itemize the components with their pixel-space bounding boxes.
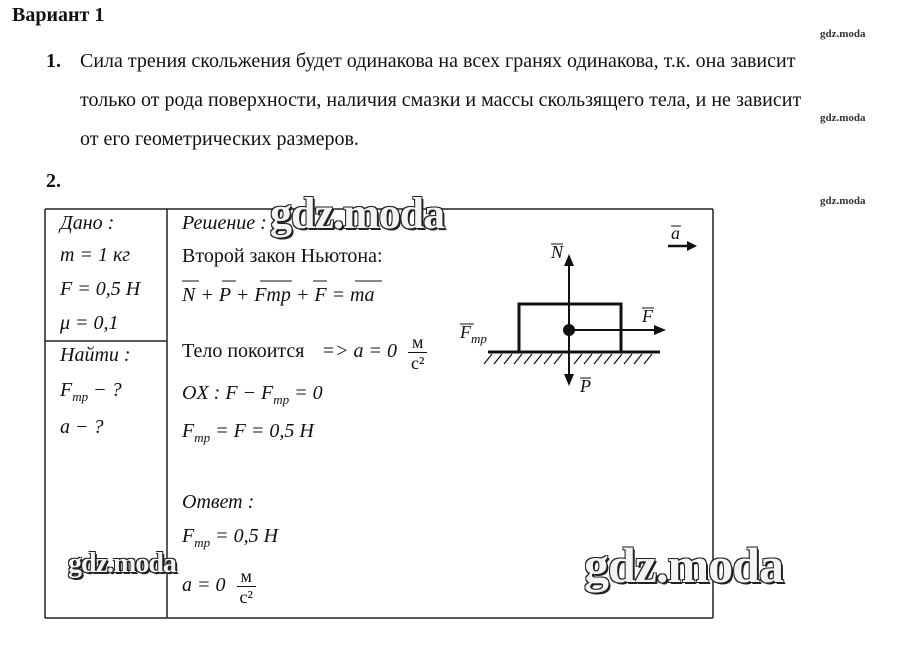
answer-friction: $F_{тр} = 0,5$ Н <box>182 525 279 550</box>
answer-acceleration: a = 0 $\frac{м}{\text{с²}}$ <box>182 566 256 607</box>
question-2-number: 2. <box>46 170 61 192</box>
watermark-large: gdz.moda <box>68 548 176 579</box>
vector-equation: N + P + Fтр + F = ma <box>182 284 375 306</box>
acceleration-arrow <box>687 241 697 251</box>
question-1-line: от его геометрических размеров. <box>80 128 359 150</box>
label-friction-force: $F_{тр}$ <box>460 322 487 346</box>
watermark-small: gdz.moda <box>820 195 866 207</box>
find-label: Найти : <box>60 344 131 366</box>
weight-arrow <box>564 374 574 386</box>
friction-result: $F_{тр} = F = 0,5$ Н <box>182 420 314 445</box>
watermark-large: gdz.moda <box>584 537 783 593</box>
answer-label: Ответ : <box>182 491 255 513</box>
watermark-small: gdz.moda <box>820 112 866 124</box>
label-weight: P <box>580 376 591 396</box>
given-friction-coefficient: μ = 0,1 <box>60 312 119 334</box>
question-1-number: 1. <box>46 50 61 72</box>
given-force: F = 0,5 Н <box>60 278 141 300</box>
unit-fraction: $\frac{м}{\text{с²}}$ <box>237 566 256 607</box>
ox-projection: OX : $F - F_{тр} = 0$ <box>182 382 323 407</box>
watermark-large: gdz.moda <box>270 189 445 238</box>
question-1-line: только от рода поверхности, наличия смазки и массы скользящего тела, и не зависит <box>80 89 802 111</box>
watermark-small: gdz.moda <box>820 28 866 40</box>
normal-force-arrow <box>564 254 574 266</box>
find-friction-force: $F_{тр}$ − ? <box>60 379 122 404</box>
label-normal-force: N <box>551 242 564 262</box>
solution-label: Решение : <box>182 212 267 234</box>
variant-title: Вариант 1 <box>12 4 105 26</box>
rest-statement: Тело покоится => a = 0 $\frac{м}{\text{с²}}$ <box>182 332 427 373</box>
label-applied-force: F <box>642 306 653 326</box>
unit-fraction: $\frac{м}{\text{с²}}$ <box>408 332 427 373</box>
label-acceleration: a <box>671 223 680 243</box>
given-label: Дано : <box>60 212 115 234</box>
find-acceleration: a − ? <box>60 416 104 438</box>
given-mass: m = 1 кг <box>60 244 131 266</box>
question-1-line: Сила трения скольжения будет одинакова на всех гранях одинакова, т.к. она зависит <box>80 50 796 72</box>
newton-law-heading: Второй закон Ньютона: <box>182 245 383 267</box>
applied-force-arrow <box>654 325 666 335</box>
